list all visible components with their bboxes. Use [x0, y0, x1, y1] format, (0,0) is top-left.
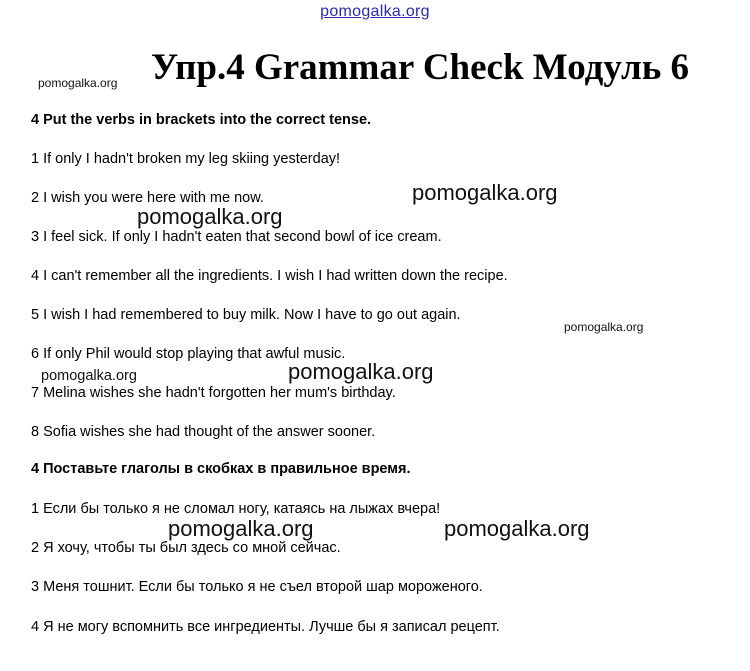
watermark: pomogalka.org — [168, 516, 314, 541]
sentence-en-5: 5 I wish I had remembered to buy milk. Now I have to go out again. — [31, 307, 461, 323]
sentence-ru-1: 1 Если бы только я не сломал ногу, катаясь на лыжах вчера! — [31, 501, 441, 517]
watermark: pomogalka.org — [137, 204, 283, 229]
watermark: pomogalka.org — [41, 368, 137, 384]
sentence-en-7: 7 Melina wishes she hadn't forgotten her mum's birthday. — [31, 385, 396, 401]
exercise-heading-english: 4 Put the verbs in brackets into the correct tense. — [31, 112, 372, 128]
site-link[interactable]: pomogalka.org — [320, 3, 430, 20]
sentence-en-3: 3 I feel sick. If only I hadn't eaten that second bowl of ice cream. — [31, 229, 442, 245]
watermark: pomogalka.org — [564, 320, 644, 334]
sentence-en-6: 6 If only Phil would stop playing that awful music. — [31, 346, 346, 362]
watermark: pomogalka.org — [444, 516, 590, 541]
sentence-ru-4: 4 Я не могу вспомнить все ингредиенты. Лучше бы я записал рецепт. — [31, 619, 500, 635]
sentence-ru-2: 2 Я хочу, чтобы ты был здесь со мной сейчас. — [31, 540, 341, 556]
sentence-en-8: 8 Sofia wishes she had thought of the answer sooner. — [31, 424, 376, 440]
sentence-en-4: 4 I can't remember all the ingredients. I wish I had written down the recipe. — [31, 268, 508, 284]
watermark: pomogalka.org — [412, 180, 558, 205]
watermark: pomogalka.org — [38, 76, 118, 90]
sentence-en-1: 1 If only I hadn't broken my leg skiing yesterday! — [31, 151, 341, 167]
page-title: Упр.4 Grammar Check Модуль 6 — [150, 47, 690, 88]
sentence-en-2: 2 I wish you were here with me now. — [31, 190, 264, 206]
exercise-heading-russian: 4 Поставьте глаголы в скобках в правильное время. — [31, 461, 411, 477]
watermark: pomogalka.org — [288, 359, 434, 384]
sentence-ru-3: 3 Меня тошнит. Если бы только я не съел второй шар мороженого. — [31, 579, 483, 595]
